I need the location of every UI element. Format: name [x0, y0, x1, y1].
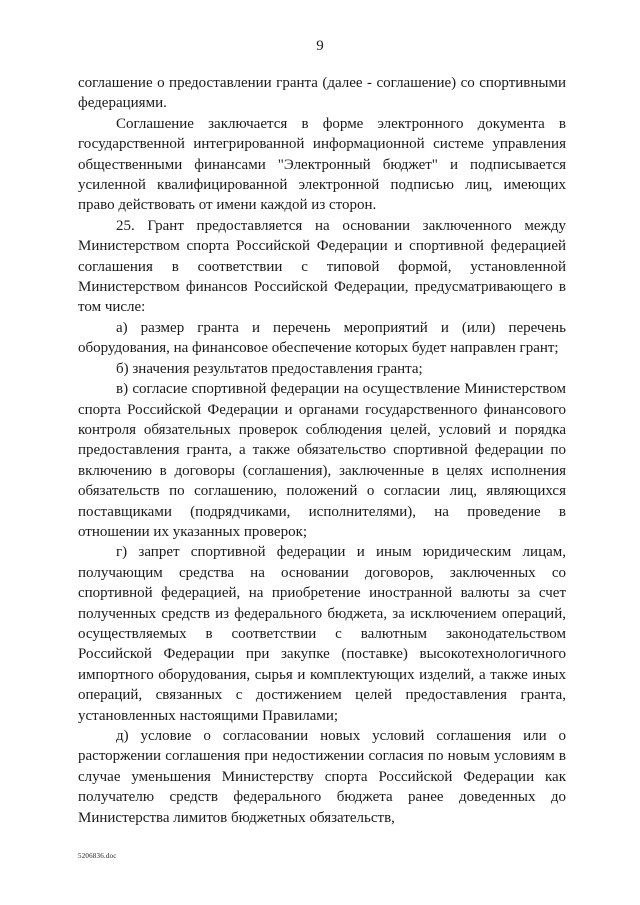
- page-number: 9: [316, 38, 324, 54]
- paragraph-5: в) согласие спортивной федерации на осуществление Министерством спорта Российской Федерации и органами государственного финансового контроля обязательных проверок соблюдения целей, условий и порядка предоставления гранта, а также обязательство спортивной федерации по включению в договоры (соглашения), заключенные в целях исполнения обязательств по соглашению, положений о согласии лиц, являющихся поставщиками (подрядчиками, исполнителями), на проведение в отношении их указанных проверок;: [78, 381, 566, 540]
- paragraph-6: г) запрет спортивной федерации и иным юридическим лицам, получающим средства на основании договоров, заключенных со спортивной федерацией, на приобретение иностранной валюты за счет полученных средств из федерального бюджета, за исключением операций, осуществляемых в соответствии с валютным законодательством Российской Федерации при закупке (поставке) высокотехнологичного импортного оборудования, сырья и комплектующих изделий, а также иных операций, связанных с достижением целей предоставления гранта, установленных настоящими Правилами;: [78, 544, 566, 724]
- document-body: [78, 73, 566, 828]
- paragraph-1: Соглашение заключается в форме электронного документа в государственной интегрированной информационной системе управления общественными финансами "Электронный бюджет" и подписывается усиленной квалифицированной электронной подписью лиц, имеющих право действовать от имени каждой из сторон.: [78, 115, 566, 214]
- paragraph-2: 25. Грант предоставляется на основании заключенного между Министерством спорта Российской Федерации и спортивной федерацией соглашения в соответствии с типовой формой, установленной Министерством финансов Российской Федерации, предусматривающего в том числе:: [78, 217, 566, 316]
- paragraph-3: а) размер гранта и перечень мероприятий и (или) перечень оборудования, на финансовое обеспечение которых будет направлен грант;: [78, 319, 566, 357]
- paragraph-4: б) значения результатов предоставления гранта;: [116, 360, 423, 377]
- document-file-code: 5206836.doc: [78, 852, 117, 860]
- paragraph-0: соглашение о предоставлении гранта (далее - соглашение) со спортивными федерациями.: [78, 75, 566, 112]
- paragraph-7: д) условие о согласовании новых условий соглашения или о расторжении соглашения при недостижении согласия по новым условиям в случае уменьшения Министерству спорта Российской Федерации как получателю средств федерального бюджета ранее доведенных до Министерства лимитов бюджетных обязательств,: [78, 728, 566, 826]
